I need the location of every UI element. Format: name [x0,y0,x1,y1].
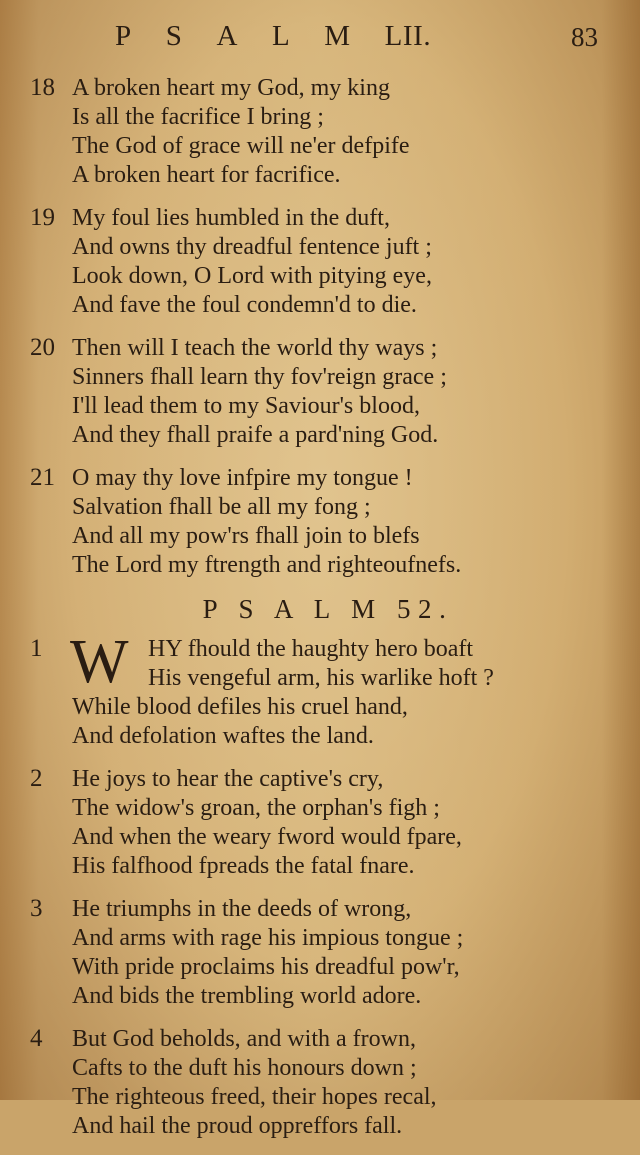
verse-line: With pride proclaims his dreadful pow'r, [72,954,460,980]
verse-line: And defolation waftes the land. [72,723,374,749]
verse-line: My foul lies humbled in the duft, [72,205,390,231]
verse-line: And owns thy dreadful fentence juft ; [72,234,432,260]
verse-line: O may thy love infpire my tongue ! [72,465,413,491]
stanza-18 [30,74,590,190]
verse-line: Is all the facrifice I bring ; [72,104,324,130]
verse-line: And bids the trembling world adore. [72,983,422,1009]
dropcap-block [30,628,590,696]
stanza-21 [30,464,590,580]
verse-line: Then will I teach the world thy ways ; [72,335,438,361]
psalm-title: P S A L M 52. [202,594,454,624]
verse-line: Look down, O Lord with pitying eye, [72,263,432,289]
verse-line: Salvation fhall be all my fong ; [72,494,371,520]
verse-line: I'll lead them to my Saviour's blood, [72,393,420,419]
verse-line: While blood defiles his cruel hand, [72,694,408,720]
verse-line: His falfhood fpreads the fatal fnare. [72,853,415,879]
stanza-number: 21 [30,464,55,491]
verse-line: HY fhould the haughty hero boaft [148,636,474,662]
verse-line: He joys to hear the captive's cry, [72,766,384,792]
verse-line: A broken heart for facrifice. [72,162,341,188]
verse-line: The righteous freed, their hopes recal, [72,1084,437,1110]
stanza-number: 20 [30,334,55,361]
running-head-psalm-number: LII. [384,20,432,52]
running-head-letter: M [324,20,351,52]
stanza-number: 1 [30,635,43,662]
page-number: 83 [571,22,598,52]
stanza-2 [30,765,590,881]
verse-line: The widow's groan, the orphan's figh ; [72,795,440,821]
verse-line: And fave the foul condemn'd to die. [72,292,417,318]
verse-line: A broken heart my God, my king [72,75,390,101]
verse-line: And when the weary fword would fpare, [72,824,462,850]
page-header [0,20,640,60]
verse-line: And arms with rage his impious tongue ; [72,925,464,951]
stanza-number: 19 [30,204,55,231]
verse-line: And hail the proud oppreffors fall. [72,1113,403,1139]
verse-line: But God beholds, and with a frown, [72,1026,416,1052]
verse-line: Cafts to the duft his honours down ; [72,1055,417,1081]
verses-body [30,74,590,1155]
verse-line: Sinners fhall learn thy fov'reign grace ; [72,364,447,390]
verse-line: And all my pow'rs fhall join to blefs [72,523,420,549]
stanza-4 [30,1025,590,1141]
verse-line: The God of grace will ne'er defpife [72,133,410,159]
stanza-number: 2 [30,765,43,792]
stanza-20 [30,334,590,450]
running-head-letter: L [271,20,291,52]
verse-line: He triumphs in the deeds of wrong, [72,896,412,922]
stanza-number: 18 [30,74,55,101]
verse-line: And they fhall praife a pard'ning God. [72,422,439,448]
stanza-19 [30,204,590,320]
verse-line: The Lord my ftrength and righteoufnefs. [72,552,462,578]
running-head [115,20,431,53]
stanza-3 [30,895,590,1011]
stanza-1 [30,628,590,751]
verse-line: His vengeful arm, his warlike hoft ? [148,665,494,691]
stanza-number: 4 [30,1025,43,1052]
drop-cap: W [70,628,129,696]
stanza-number: 3 [30,895,43,922]
running-head-letter: A [216,20,238,52]
running-head-letter: S [165,20,183,52]
running-head-letter: P [115,20,132,52]
